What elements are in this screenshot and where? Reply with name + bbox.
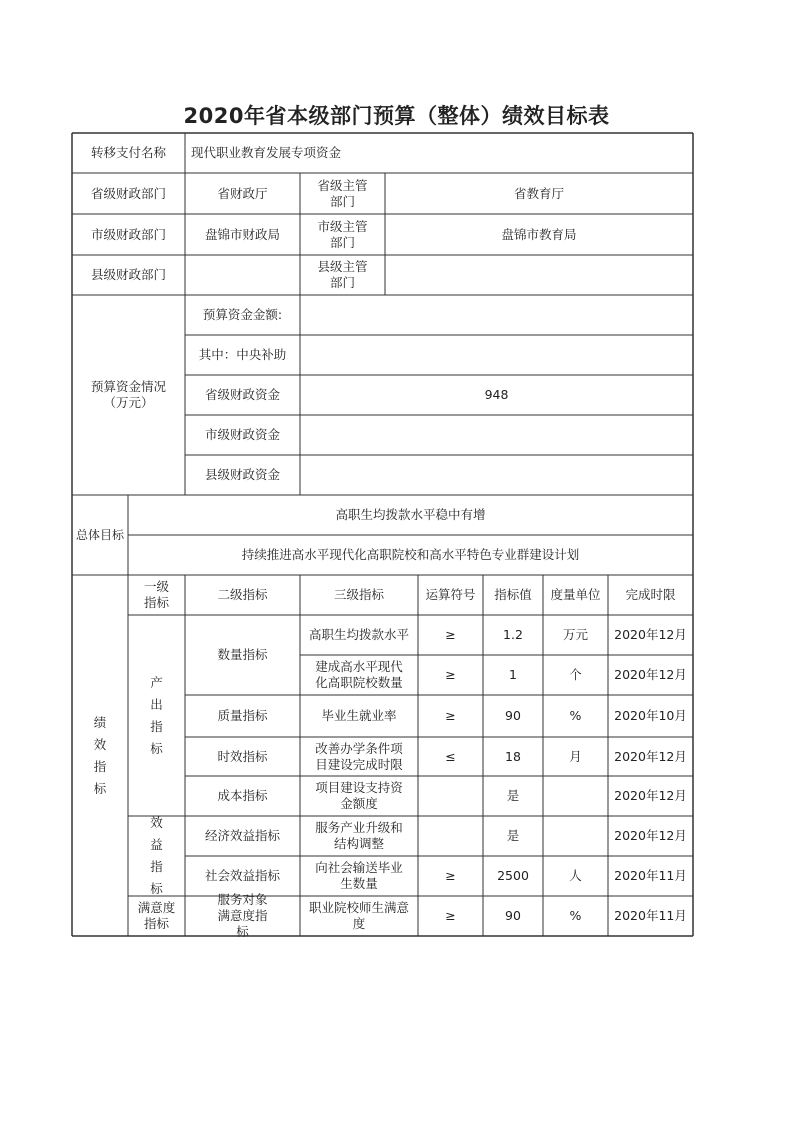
county-competent-value xyxy=(385,255,693,295)
indicator-unit: % xyxy=(569,708,582,723)
budget-label: 预算资金情况（万元） xyxy=(90,379,166,410)
indicator-name: 建成高水平现代化高职院校数量 xyxy=(315,659,403,690)
indicator-value: 90 xyxy=(505,708,521,723)
budget-row-label: 其中：中央补助 xyxy=(198,347,287,362)
indicator-name: 向社会输送毕业生数量 xyxy=(315,860,403,891)
indicator-deadline: 2020年12月 xyxy=(614,828,687,843)
col-header: 一级指标 xyxy=(143,579,169,610)
goals-label: 总体目标 xyxy=(75,528,124,542)
indicator-deadline: 2020年12月 xyxy=(614,748,687,764)
indicator-op: ≥ xyxy=(445,627,456,642)
indicator-unit xyxy=(543,816,608,856)
indicator-deadline: 2020年12月 xyxy=(614,788,687,803)
city-competent-value: 盘锦市教育局 xyxy=(501,226,577,242)
indicator-deadline: 2020年12月 xyxy=(614,667,687,682)
level1-benefit-text: 效益指标 xyxy=(150,815,163,896)
city-finance-value: 盘锦市财政局 xyxy=(204,226,280,242)
indicator-unit: % xyxy=(569,908,582,923)
col-header: 运算符号 xyxy=(425,587,476,602)
col-header: 完成时限 xyxy=(625,587,676,602)
indicator-value: 18 xyxy=(505,748,521,764)
prov-finance-label: 省级财政部门 xyxy=(90,185,166,201)
budget-row-label: 市级财政资金 xyxy=(204,427,280,442)
indicator-op: ≥ xyxy=(445,667,456,682)
level1-benefit xyxy=(128,816,185,896)
indicator-op xyxy=(418,816,483,856)
transfer-value: 现代职业教育发展专项资金 xyxy=(191,145,342,160)
indicator-deadline: 2020年10月 xyxy=(614,708,687,723)
level2-quality: 质量指标 xyxy=(217,708,268,723)
level2-economic: 经济效益指标 xyxy=(204,828,280,843)
indicator-name: 高职生均拨款水平 xyxy=(308,627,409,642)
county-competent-label: 县级主管部门 xyxy=(317,259,368,290)
indicator-unit: 人 xyxy=(569,868,582,883)
indicator-op: ≥ xyxy=(445,868,456,883)
level2-service-satisfaction: 服务对象满意度指标 xyxy=(217,892,268,939)
col-header: 指标值 xyxy=(494,587,532,602)
budget-row-label: 预算资金金额: xyxy=(202,307,283,322)
prov-finance-value: 省财政厅 xyxy=(217,185,268,201)
budget-row-label: 县级财政资金 xyxy=(204,467,280,482)
level2-quantity: 数量指标 xyxy=(217,647,268,662)
prov-competent-label: 省级主管部门 xyxy=(317,177,368,209)
goal-item: 持续推进高水平现代化高职院校和高水平特色专业群建设计划 xyxy=(241,547,580,562)
transfer-label: 转移支付名称 xyxy=(90,145,166,160)
indicator-deadline: 2020年11月 xyxy=(614,908,687,923)
indicator-value: 是 xyxy=(506,788,520,803)
city-competent-label: 市级主管部门 xyxy=(317,218,368,250)
col-header: 度量单位 xyxy=(550,587,601,602)
indicator-name: 毕业生就业率 xyxy=(321,708,397,723)
indicator-op: ≥ xyxy=(445,708,456,723)
budget-row-value xyxy=(300,335,693,375)
indicator-unit xyxy=(543,776,608,816)
indicator-name: 项目建设支持资金额度 xyxy=(315,780,403,811)
col-header: 二级指标 xyxy=(217,587,268,602)
budget-row-value: 948 xyxy=(484,387,509,402)
level1-satisfaction: 满意度指标 xyxy=(137,900,176,931)
level2-social: 社会效益指标 xyxy=(204,868,280,883)
indicator-value: 是 xyxy=(506,828,520,843)
budget-row-label: 省级财政资金 xyxy=(204,387,280,402)
indicator-name: 职业院校师生满意度 xyxy=(308,900,409,931)
indicators-label xyxy=(72,575,128,936)
level2-timeliness: 时效指标 xyxy=(217,748,268,764)
indicator-op: ≥ xyxy=(445,908,456,923)
indicator-unit: 个 xyxy=(569,667,582,682)
col-header: 三级指标 xyxy=(333,587,384,602)
level1-output-text: 产出指标 xyxy=(150,674,163,756)
page-title: 2020年省本级部门预算（整体）绩效目标表 xyxy=(183,104,610,128)
indicator-value: 90 xyxy=(505,908,521,923)
budget-row-value xyxy=(300,295,693,335)
goal-item: 高职生均拨款水平稳中有增 xyxy=(335,507,486,522)
indicator-value: 2500 xyxy=(497,868,529,883)
indicator-unit: 月 xyxy=(569,748,582,764)
city-finance-label: 市级财政部门 xyxy=(90,226,166,242)
indicator-value: 1 xyxy=(509,667,517,682)
indicator-op: ≤ xyxy=(445,748,456,764)
indicator-name: 改善办学条件项目建设完成时限 xyxy=(315,740,403,772)
county-finance-value xyxy=(185,255,300,295)
indicator-unit: 万元 xyxy=(562,627,588,642)
indicator-value: 1.2 xyxy=(503,627,523,642)
indicator-deadline: 2020年11月 xyxy=(614,868,687,883)
level1-output xyxy=(128,615,185,816)
indicator-name: 服务产业升级和结构调整 xyxy=(315,820,403,851)
level2-cost: 成本指标 xyxy=(217,788,268,803)
indicator-op xyxy=(418,776,483,816)
indicator-deadline: 2020年12月 xyxy=(614,627,687,642)
county-finance-label: 县级财政部门 xyxy=(90,267,166,282)
budget-row-value xyxy=(300,415,693,455)
indicators-label-text: 绩效指标 xyxy=(93,714,107,796)
prov-competent-value: 省教育厅 xyxy=(513,185,564,201)
budget-row-value xyxy=(300,455,693,495)
